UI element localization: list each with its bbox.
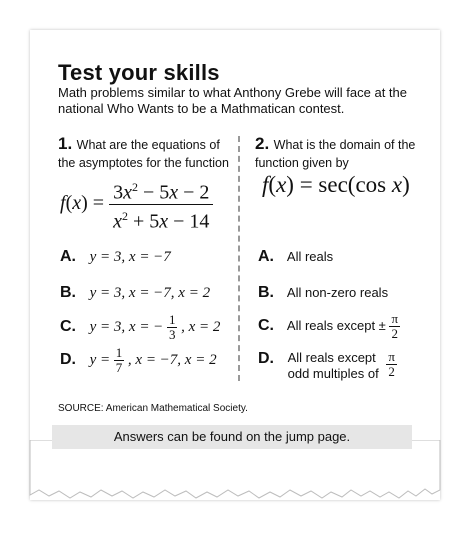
- q2-option-a[interactable]: A. All reals: [258, 248, 334, 265]
- question-1-text: What are the equations of the asymptotes for the function: [58, 138, 229, 170]
- q1-option-c[interactable]: C. y = 3, x = − $\frac{1}{3}$ , x = 2: [60, 312, 221, 342]
- page-title: Test your skills: [58, 60, 220, 85]
- question-2-number: 2.: [255, 134, 270, 153]
- q1-option-a[interactable]: A. y = 3, x = −7: [60, 248, 171, 265]
- question-2-text: What is the domain of the function given by: [255, 138, 416, 170]
- question-2: [255, 134, 435, 172]
- question-1-number: 1.: [58, 134, 73, 153]
- subtitle: Math problems similar to what Anthony Grebe will face at the national Who Wants to be a Mathmatican contest.: [58, 85, 407, 116]
- source-note: SOURCE: American Mathematical Society.: [58, 403, 248, 414]
- question-1-formula: f(x) = $\frac{3x^2 - 5x - 2}{x^2 + 5x - 14}$: [60, 176, 213, 232]
- question-1: [58, 134, 234, 172]
- q1-option-b[interactable]: B. y = 3, x = −7, x = 2: [60, 284, 211, 301]
- q2-option-c[interactable]: C. All reals except ± $\frac{\pi}{2}$: [258, 311, 399, 341]
- q2-option-b[interactable]: B. All non-zero reals: [258, 284, 389, 301]
- column-divider: [238, 136, 240, 381]
- question-2-formula: f(x) = sec(cos x): [262, 172, 410, 197]
- answers-note: Answers can be found on the jump page.: [52, 425, 412, 449]
- q1-option-d[interactable]: D. y = $\frac{1}{7}$ , x = −7, x = 2: [60, 345, 217, 375]
- q2-option-d[interactable]: D. All reals except odd multiples of $\frac{\pi}{2}$: [258, 349, 395, 381]
